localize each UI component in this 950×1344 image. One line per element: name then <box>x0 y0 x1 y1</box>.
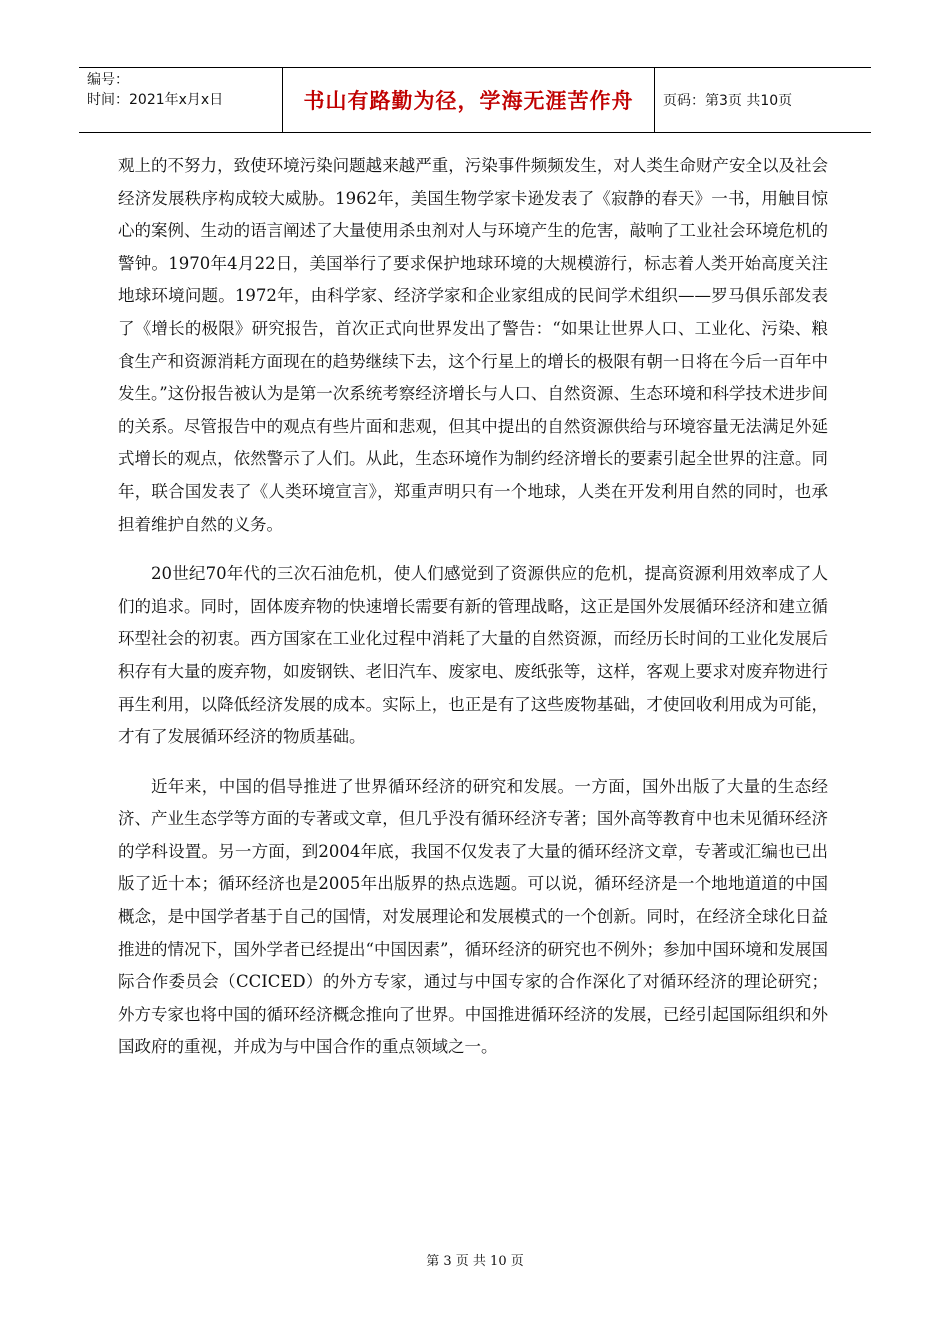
header-meta <box>79 68 283 132</box>
header-motto: 书山有路勤为径，学海无涯苦作舟 <box>283 68 655 132</box>
document-date: 时间：2021年x月x日 <box>87 92 224 108</box>
paragraph-2: 20世纪70年代的三次石油危机，使人们感觉到了资源供应的危机，提高资源利用效率成了人们的追求。同时，固体废弃物的快速增长需要有新的管理战略，这正是国外发展循环经济和建立循环型社会的初衷。西方国家在工业化过程中消耗了大量的自然资源，而经历长时间的工业化发展后积存有大量的废弃物，如废钢铁、老旧汽车、废家电、废纸张等，这样，客观上要求对废弃物进行再生利用，以降低经济发展的成本。实际上，也正是有了这些废物基础，才使回收利用成为可能，才有了发展循环经济的物质基础。 <box>118 564 828 747</box>
document-body <box>118 150 828 1064</box>
paragraph-1: 观上的不努力，致使环境污染问题越来越严重，污染事件频频发生，对人类生命财产安全以及社会经济发展秩序构成较大威胁。1962年，美国生物学家卡逊发表了《寂静的春天》一书，用触目惊心的案例、生动的语言阐述了大量使用杀虫剂对人与环境产生的危害，敲响了工业社会环境危机的警钟。1970年4月22日，美国举行了要求保护地球环境的大规模游行，标志着人类开始高度关注地球环境问题。1972年，由科学家、经济学家和企业家组成的民间学术组织——罗马俱乐部发表了《增长的极限》研究报告，首次正式向世界发出了警告：“如果让世界人口、工业化、污染、粮食生产和资源消耗方面现在的趋势继续下去，这个行星上的增长的极限有朝一日将在今后一百年中发生。”这份报告被认为是第一次系统考察经济增长与人口、自然资源、生态环境和科学技术进步间的关系。尽管报告中的观点有些片面和悲观，但其中提出的自然资源供给与环境容量无法满足外延式增长的观点，依然警示了人们。从此，生态环境作为制约经济增长的要素引起全世界的注意。同年，联合国发表了《人类环境宣言》，郑重声明只有一个地球，人类在开发利用自然的同时，也承担着维护自然的义务。 <box>118 156 828 534</box>
paragraph-3: 近年来，中国的倡导推进了世界循环经济的研究和发展。一方面，国外出版了大量的生态经济、产业生态学等方面的专著或文章，但几乎没有循环经济专著；国外高等教育中也未见循环经济的学科设置。另一方面，到2004年底，我国不仅发表了大量的循环经济文章，专著或汇编也已出版了近十本；循环经济也是2005年出版界的热点选题。可以说，循环经济是一个地地道道的中国概念，是中国学者基于自己的国情，对发展理论和发展模式的一个创新。同时，在经济全球化日益推进的情况下，国外学者已经提出“中国因素”，循环经济的研究也不例外；参加中国环境和发展国际合作委员会（CCICED）的外方专家，通过与中国专家的合作深化了对循环经济的理论研究；外方专家也将中国的循环经济概念推向了世界。中国推进循环经济的发展，已经引起国际组织和外国政府的重视，并成为与中国合作的重点领域之一。 <box>118 776 828 1057</box>
page-header <box>79 67 871 133</box>
header-page-info: 页码：第3页 共10页 <box>663 93 793 109</box>
page-footer: 第 3 页 共 10 页 <box>426 1254 524 1269</box>
document-number-label: 编号： <box>87 72 129 88</box>
